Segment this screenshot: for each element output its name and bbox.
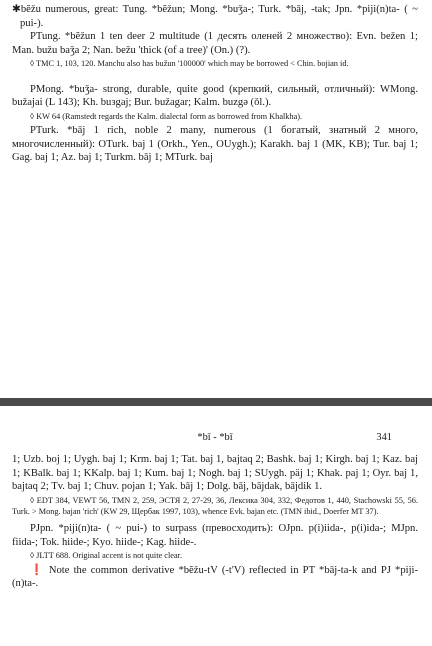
turkic-continuation: 1; Uzb. boj 1; Uygh. baj 1; Krm. baj 1; Tat. baj 1, bajtaq 2; Bashk. baj 1; Kirgh. baj 1; Kaz. baj 1; KBalk. baj 1; KKalp. baj 1; Kum. baj 1; Nogh. baj 1; SUygh. päj 1; Khak. paj 1; Oyr. baj 1, bajtaq 2; Tv. baj 1; Chuv. pojan 1; Yak. bāj 1; Dolg. bāj, bājdak, bājdik 1. [12,454,418,493]
derivative-note: ❗ Note the common derivative *bĕžu-tV (-t'V) reflected in PT *bāj-ta-k and PJ *piji-(n)ta-. [12,564,418,590]
proto-japanese-note: ◊ JLTT 688. Original accent is not quite clear. [30,551,183,561]
running-header-title: *bǐ - *bǐ [197,432,233,443]
proto-mongolic-paragraph: PMong. *buǯa- strong, durable, quite good (крепкий, сильный, отличный): WMong. bužajai (L 143); Kh. buзgaj; Bur. bužagar; Kalm. buzgǝ (ǒl.). [12,83,418,109]
proto-tungusic-note: ◊ TMC 1, 103, 120. Manchu also has bužun '100000' which may be borrowed < Chin. bojian id. [30,59,349,69]
turkic-note: ◊ EDT 384, VEWT 56, TMN 2, 259, ЭСТЯ 2, 27-29, 36, Лексика 304, 332, Федотов 1, 440, Stachowski 55, 56. Turk. > Mong. bajan 'rich' (KW 29, Щербак 1997, 103), whence Evk. bajan etc. (TMN ibid., Doerfer MT 37). [12,495,418,516]
running-header [12,432,418,446]
proto-japanese-paragraph: PJpn. *piji(n)ta- ( ~ pui-) to surpass (превосходить): OJpn. p(i)iida-, p(i)ida-; MJpn. fiida-; Tok. hiide-; Kyo. hiide-; Kag. hiide-. [12,523,418,548]
proto-turkic-paragraph: PTurk. *bāj 1 rich, noble 2 many, numerous (1 богатый, знатный 2 много, многочисленный): OTurk. baj 1 (Orkh., Yen., OUygh.); Karakh. baj 1 (MK, KB); Tur. baj 1; Gag. baj 1; Az. baj 1; Turkm. bāj 1; MTurk. baj [12,124,418,164]
page-number: 341 [376,432,392,443]
upper-text-column [12,3,418,165]
entry-headline: ✱bĕžu numerous, great: Tung. *bĕžun; Mong. *buǯa-; Turk. *bāj, -tak; Jpn. *piji(n)ta- ( ~ pui-). [12,4,418,29]
lower-text-column [12,453,418,591]
lower-page [0,406,432,646]
proto-mongolic-note: ◊ KW 64 (Ramstedt regards the Kalm. dialectal form as borrowed from Khalkha). [30,111,303,121]
proto-tungusic-paragraph: PTung. *bĕžun 1 ten deer 2 multitude (1 десять оленей 2 множество): Evn. bežen 1; Man. bužu baǯa 2; Nan. bežu 'thick (of a tree)' (On.) (?). [12,31,418,56]
page-separator [0,398,432,406]
